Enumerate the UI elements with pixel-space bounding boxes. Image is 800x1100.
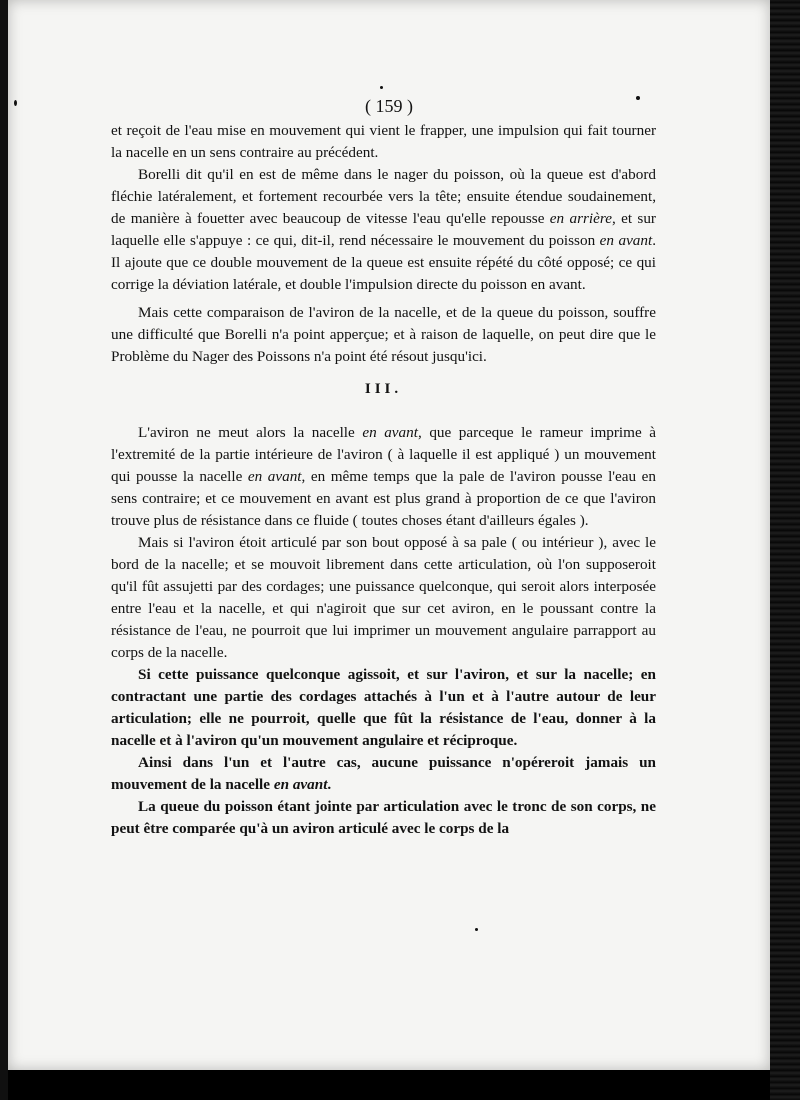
- page-number: ( 159 ): [365, 96, 413, 116]
- section-heading: III.: [364, 381, 403, 397]
- paragraph-4-italic-2: en avant: [247, 468, 302, 485]
- paragraph-4-text-a: L'aviron ne meut alors la nacelle: [138, 424, 363, 441]
- paragraph-7-text-b: .: [327, 776, 332, 793]
- paragraph-2-text-a: Borelli dit qu'il en est de même dans le nager du poisson, où la queue est d'abord fléchie latéralement, et fortement recourbée vers la tête; ensuite étendue soudainement, de manière à fouetter avec beaucoup de vitesse l'eau qu'elle repousse: [111, 166, 656, 227]
- paragraph-7-text-a: Ainsi dans l'un et l'autre cas, aucune puissance n'opéreroit jamais un mouvement de la nacelle: [111, 754, 656, 793]
- paragraph-8: La queue du poisson étant jointe par articulation avec le tronc de son corps, ne peut être comparée qu'à un aviron articulé avec le corps de la: [111, 798, 656, 837]
- paragraph-6: Si cette puissance quelconque agissoit, et sur l'aviron, et sur la nacelle; en contractant une partie des cordages attachés à l'un et à l'autre autour de leur articulation; elle ne pourroit, quelle que fût la résistance de l'eau, donner à la nacelle et à l'aviron qu'un mouvement angulaire et réciproque.: [111, 666, 656, 749]
- paragraph-4-italic-1: en avant: [362, 424, 418, 441]
- paragraph-7: [111, 752, 656, 796]
- paragraph-2-text-b: , et sur laquelle elle s'appuye : ce qui, dit-il, rend nécessaire le mouvement du poisson: [111, 210, 656, 249]
- paragraph-2: [111, 164, 656, 296]
- paragraph-7-italic: en avant: [273, 776, 328, 793]
- ink-speck: [475, 928, 478, 931]
- page-body: [111, 120, 656, 840]
- paragraph-2-text-c: . Il ajoute que ce double mouvement de la queue est ensuite répété du côté opposé; ce qui corrige la déviation latérale, et double l'impulsion directe du poisson en avant.: [111, 232, 657, 293]
- paragraph-4-text-c: , en même temps que la pale de l'aviron pousse l'eau en sens contraire; et ce mouvement en avant est plus grand à proportion de ce que l'aviron trouve plus de résistance dans ce fluide ( toutes choses étant d'ailleurs égales ).: [111, 468, 656, 529]
- ink-speck: [380, 86, 383, 89]
- paragraph-5: Mais si l'aviron étoit articulé par son bout opposé à sa pale ( ou intérieur ), avec le bord de la nacelle; et se mouvoit librement dans cette articulation, où l'on supposeroit qu'il fût assujetti par des cordages; une puissance quelconque, qui seroit alors interposée entre l'eau et la nacelle, et qui n'agiroit que sur cet aviron, en le poussant contre la résistance de l'eau, ne pourroit que lui imprimer un mouvement angulaire parrapport au corps de la nacelle.: [111, 534, 656, 661]
- paragraph-3: Mais cette comparaison de l'aviron de la nacelle, et de la queue du poisson, souffre une difficulté que Borelli n'a point apperçue; et à raison de laquelle, on peut dire que le Problème du Nager des Poissons n'a point été résout jusqu'ici.: [111, 304, 656, 365]
- scan-border-left: [0, 0, 8, 1100]
- paragraph-4-text-b: , que parceque le rameur imprime à l'extremité de la partie intérieure de l'aviron ( à laquelle il est appliqué ) un mouvement qui pousse la nacelle: [111, 424, 656, 485]
- scan-border-right: [770, 0, 800, 1100]
- paragraph-1: et reçoit de l'eau mise en mouvement qui vient le frapper, une impulsion qui fait tourner la nacelle en un sens contraire au précédent.: [111, 122, 656, 161]
- paragraph-4: [111, 422, 656, 532]
- paragraph-2-italic-1: en arrière: [549, 210, 612, 227]
- paragraph-2-italic-2: en avant: [599, 232, 653, 249]
- book-page: [8, 0, 770, 1070]
